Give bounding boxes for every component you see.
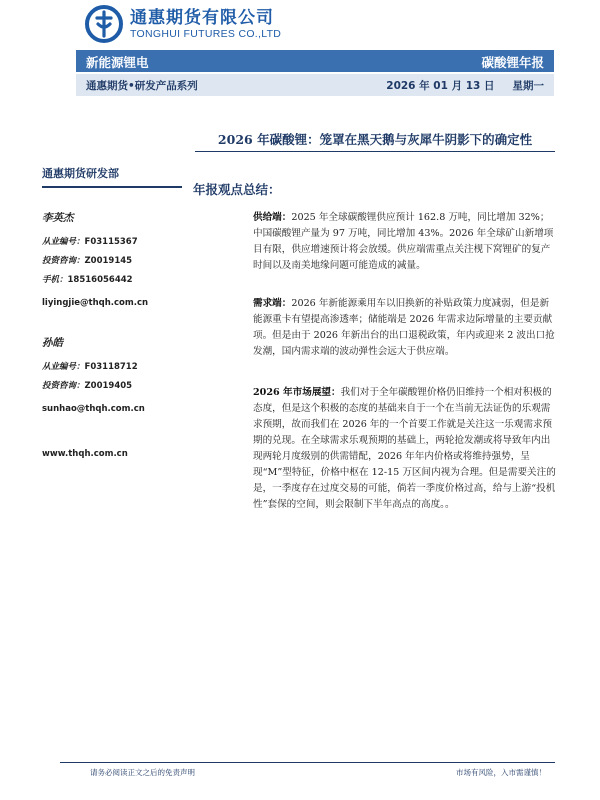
outlook-paragraph: 2026 年市场展望：我们对于全年碳酸锂价格仍旧维持一个相对积极的态度，但是这个积极的态度的基础来自于一个在当前无法证伪的乐观需求预期，故而我们在 2026 年的一个首要工作就是关注这一乐观需求预期的兑现。在全球需求乐观预期的基础上，两轮抢发潮或将导致年内出现两轮月度级别的供需错配，2026 年年内价格或将维持强势，呈现“M”型特征，价格中枢在 12-15 万区间内视为合理。但是需要关注的是，一季度存在过度交易的可能，倘若一季度价格过高，给与上游“投机性”套保的空间，则会限制下半年高点的高度。。 [253,387,556,510]
series-name: 通惠期货•研发产品系列 [86,80,198,92]
supply-paragraph: 供给端：2025 年全球碳酸锂供应预计 162.8 万吨，同比增加 32%；中国碳酸锂产量为 97 万吨，同比增加 43%。2026 年全球矿山新增项目有限，供应增速预计将会放缓。供应端需重点关注枧下窝锂矿的复产时间以及南美地缘问题可能造成的减量。 [253,212,554,271]
header-banner [76,50,554,72]
analyst-consult-row: 投资咨询：Z0019145 [42,256,133,266]
paragraph-label: 供给端： [253,212,292,223]
company-logo [84,2,281,46]
analyst-license-row: 从业编号：F03115367 [42,237,138,247]
report-date-block [368,78,544,93]
analyst-email[interactable]: liyingjie@thqh.com.cn [42,298,149,308]
analyst-license-row: 从业编号：F03118712 [42,362,138,372]
analyst-name: 李英杰 [42,212,74,224]
header-subbar [76,74,554,96]
analyst-card [42,335,182,419]
analyst-phone-row: 手机：18516056442 [42,275,133,285]
footer-risk-warning: 市场有风险，入市需谨慎！ [456,768,546,777]
company-name-cn: 通惠期货有限公司 [130,7,274,28]
paragraph-label: 2026 年市场展望： [253,387,341,398]
company-name-block [130,8,281,41]
analyst-consult-row: 投资咨询：Z0019405 [42,381,133,391]
report-date: 2026 年 01 月 13 日 [386,80,495,92]
company-logo-icon [84,4,124,44]
summary-heading: 年报观点总结： [193,182,281,197]
banner-report-type: 碳酸锂年报 [481,55,544,70]
department-name: 通惠期货研发部 [42,165,182,188]
analyst-sidebar [42,165,182,459]
demand-paragraph: 需求端：2026 年新能源乘用车以旧换新的补贴政策力度减弱，但是新能源重卡有望提高渗透率；储能端是 2026 年需求边际增量的主要贡献项。但是由于 2026 年新出台的出口退税政策，年内或迎来 2 波出口抢发潮，国内需求端的波动弹性会远大于供应端。 [253,298,555,357]
company-name-en: TONGHUI FUTURES CO.,LTD [130,27,282,40]
report-title: 2026 年碳酸锂：笼罩在黑天鹅与灰犀牛阴影下的确定性 [217,132,533,147]
analyst-card [42,210,182,313]
company-website[interactable]: www.thqh.com.cn [42,449,128,459]
title-divider [195,151,555,152]
report-weekday: 星期一 [512,80,544,92]
analyst-email[interactable]: sunhao@thqh.com.cn [42,404,145,414]
footer-divider [60,762,555,763]
paragraph-label: 需求端： [253,298,292,309]
footer-disclaimer: 请务必阅读正文之后的免责声明 [90,768,195,777]
banner-category: 新能源锂电 [86,55,149,70]
analyst-name: 孙皓 [42,337,63,349]
